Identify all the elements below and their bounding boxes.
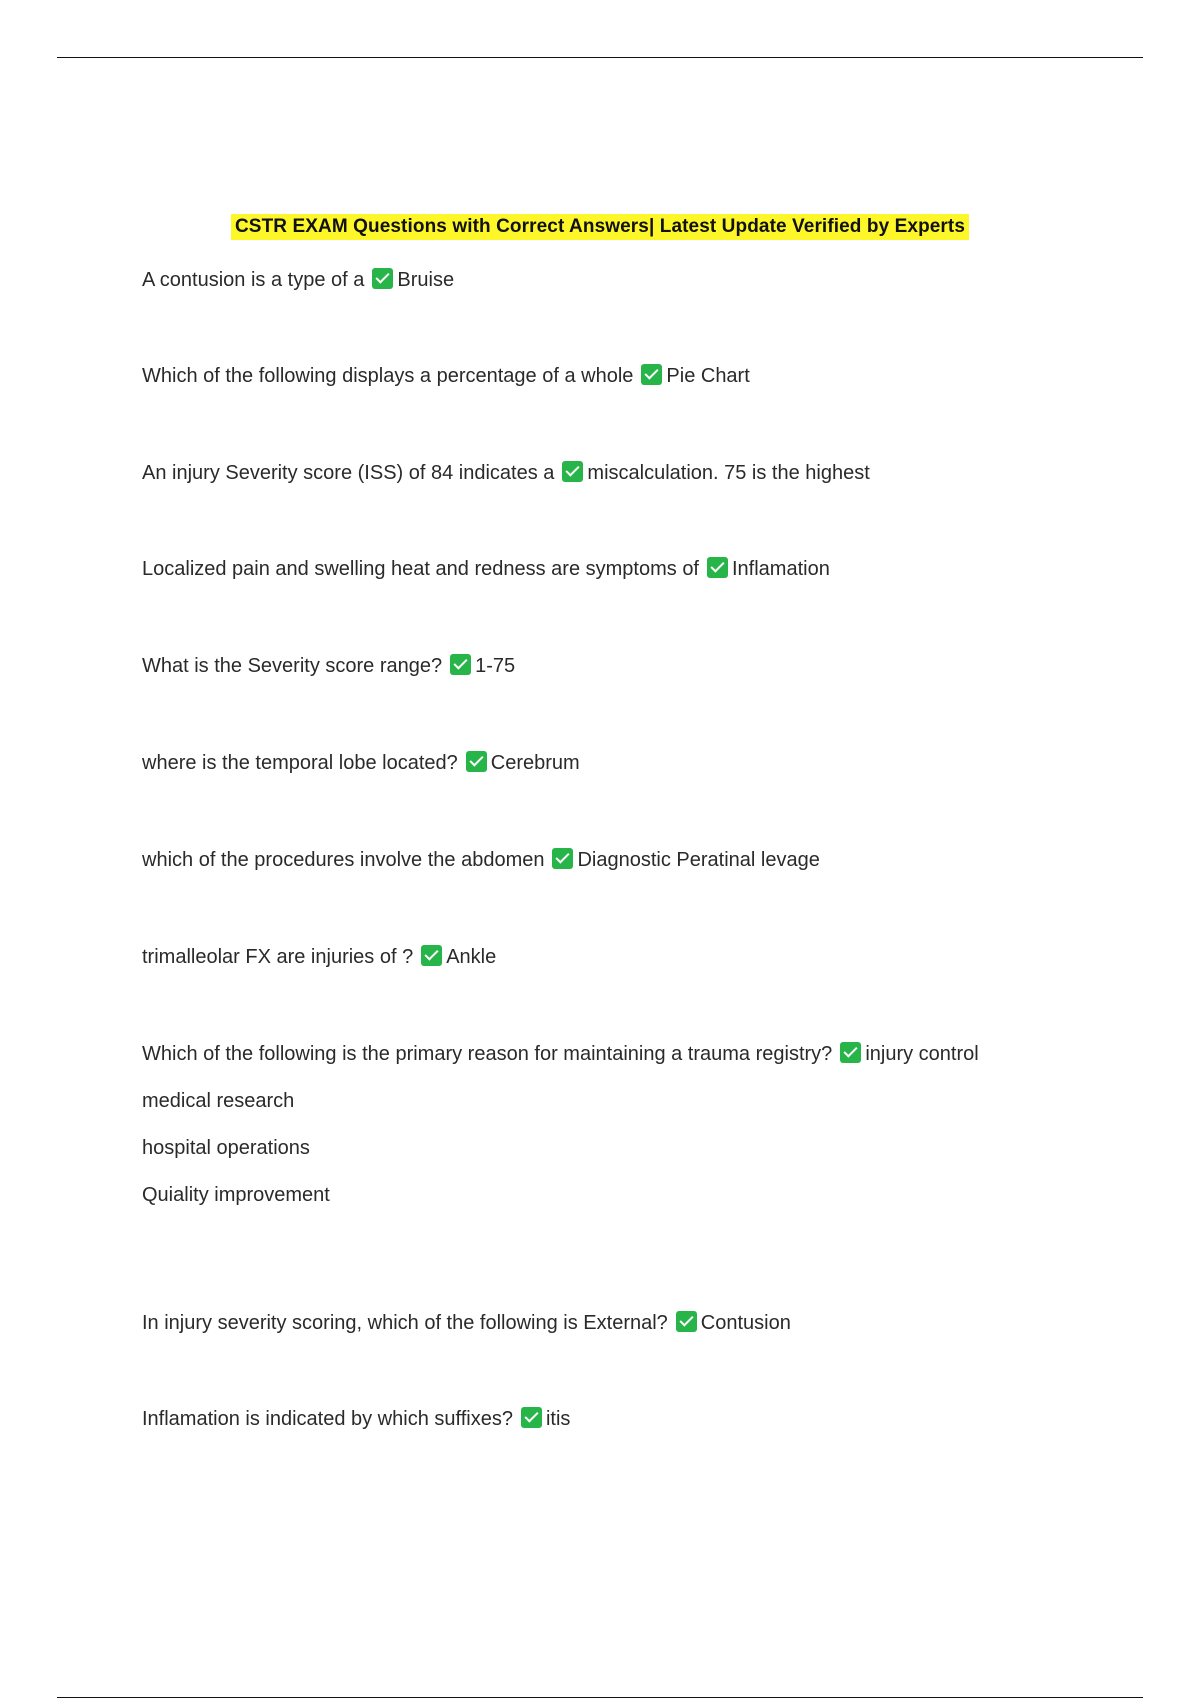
check-mark-icon — [840, 1042, 861, 1063]
qa-item-11 — [142, 1403, 1022, 1435]
qa-item-2 — [142, 360, 1022, 392]
question-text: Localized pain and swelling heat and redness are symptoms of — [142, 558, 699, 580]
answer-text: Cerebrum — [490, 752, 580, 774]
check-mark-icon — [521, 1407, 542, 1428]
answer-text: Diagnostic Peratinal levage — [577, 849, 820, 871]
question-text: Which of the following is the primary reason for maintaining a trauma registry? — [142, 1043, 833, 1065]
question-text: In injury severity scoring, which of the following is External? — [142, 1312, 668, 1334]
question-text: What is the Severity score range? — [142, 655, 443, 677]
check-mark-icon — [641, 364, 662, 385]
check-mark-icon — [466, 751, 487, 772]
question-text: A contusion is a type of a — [142, 269, 365, 291]
check-mark-icon — [552, 848, 573, 869]
check-mark-icon — [421, 945, 442, 966]
footer-rule — [57, 1697, 1143, 1698]
answer-text: Bruise — [397, 269, 455, 291]
qa-item-5 — [142, 650, 1022, 682]
qa-item-4 — [142, 553, 1022, 585]
check-mark-icon — [372, 268, 393, 289]
document-title: CSTR EXAM Questions with Correct Answers| Latest Update Verified by Experts — [231, 214, 969, 240]
answer-text: injury control — [865, 1043, 979, 1065]
question-text: Which of the following displays a percentage of a whole — [142, 365, 634, 387]
question-text: which of the procedures involve the abdomen — [142, 849, 545, 871]
answer-text: Ankle — [446, 946, 497, 968]
qa-item-9 — [142, 1038, 1022, 1211]
check-mark-icon — [450, 654, 471, 675]
qa-item-10 — [142, 1307, 1022, 1339]
qa-item-8 — [142, 941, 1022, 973]
option-item: Quiality improvement — [142, 1184, 330, 1206]
option-item: hospital operations — [142, 1137, 310, 1159]
answer-text: Pie Chart — [666, 365, 750, 387]
question-text: where is the temporal lobe located? — [142, 752, 458, 774]
qa-item-7 — [142, 844, 1022, 876]
question-text: An injury Severity score (ISS) of 84 indicates a — [142, 462, 555, 484]
check-mark-icon — [562, 461, 583, 482]
title-block — [0, 214, 1200, 240]
answer-text: miscalculation. 75 is the highest — [587, 462, 870, 484]
answer-text: 1-75 — [475, 655, 516, 677]
qa-item-1 — [142, 264, 1022, 296]
answer-text: Inflamation — [732, 558, 830, 580]
question-text: Inflamation is indicated by which suffixes? — [142, 1408, 513, 1430]
answer-text: itis — [545, 1408, 571, 1430]
option-item: medical research — [142, 1090, 295, 1112]
question-text: trimalleolar FX are injuries of ? — [142, 946, 414, 968]
qa-item-6 — [142, 747, 1022, 779]
check-mark-icon — [707, 557, 728, 578]
check-mark-icon — [676, 1311, 697, 1332]
answer-text: Contusion — [700, 1312, 791, 1334]
qa-item-3 — [142, 457, 1022, 489]
header-rule — [57, 57, 1143, 58]
